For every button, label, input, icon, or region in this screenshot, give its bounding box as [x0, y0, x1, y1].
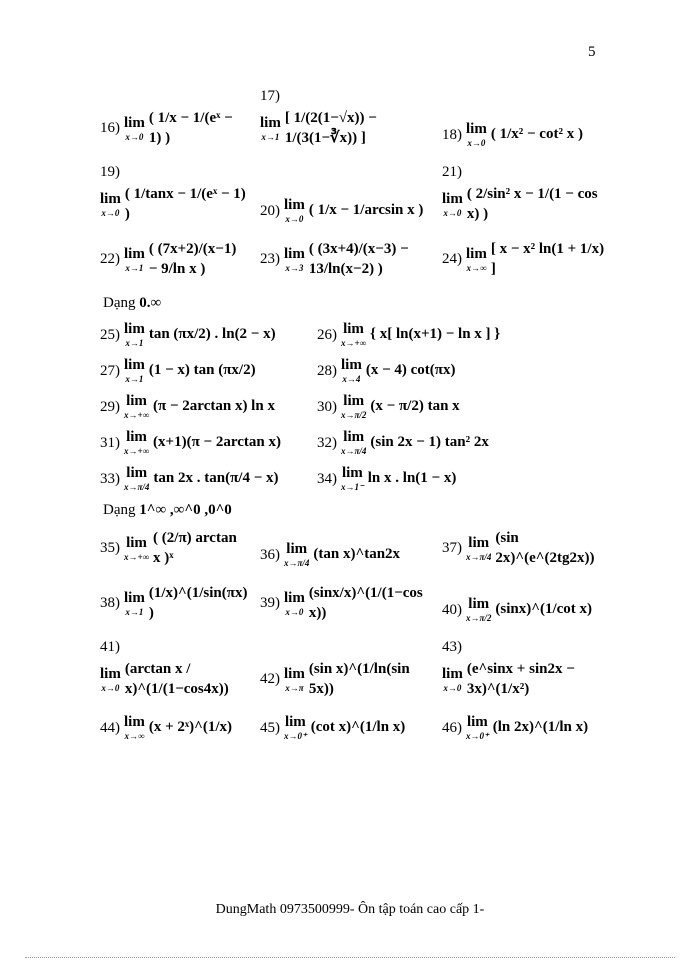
limit-subscript: x→0⁺: [284, 731, 307, 741]
lim-label: lim: [100, 665, 121, 682]
lim-label: lim: [124, 114, 145, 131]
problem-row: [100, 88, 605, 148]
problem-number: 17): [260, 88, 280, 104]
problem-row: [100, 322, 605, 348]
limit-operator: [100, 192, 121, 218]
problem-number: 24): [442, 251, 462, 267]
limit-problem: [442, 122, 605, 148]
limit-problem: [100, 430, 305, 456]
limit-problem: [100, 639, 248, 699]
lim-label: lim: [284, 714, 306, 730]
limit-problem: [100, 715, 248, 741]
limit-problem: [317, 358, 605, 384]
limit-problem: [442, 597, 605, 623]
limit-operator: [466, 536, 491, 562]
limit-expression: ( (2/π) arctan x )ˣ: [153, 530, 237, 566]
limit-subscript: x→1⁻: [341, 482, 364, 492]
limit-subscript: x→1: [125, 606, 144, 617]
limit-operator: [124, 322, 145, 348]
limit-operator: [260, 116, 281, 142]
limit-expression: (tan x)^tan2x: [313, 546, 401, 563]
limit-subscript: x→π/4: [466, 551, 492, 562]
limit-subscript: x→+∞: [124, 410, 150, 420]
limit-formula: [100, 109, 248, 148]
problem-number: 45): [260, 719, 280, 736]
limit-operator: [124, 247, 145, 273]
limit-operator: [124, 358, 145, 384]
lim-label: lim: [343, 393, 365, 409]
limit-expression: ( (3x+4)/(x−3) − 13/ln(x−2) ): [308, 241, 409, 277]
limit-formula: [442, 122, 605, 148]
limit-subscript: x→1: [125, 374, 144, 384]
limit-problem: [260, 715, 430, 741]
limit-problem: [260, 542, 430, 568]
limit-subscript: x→0: [443, 682, 462, 693]
limit-expression: (x+1)(π − 2arctan x): [153, 434, 281, 451]
lim-label: lim: [466, 714, 488, 730]
problem-number: 31): [100, 434, 120, 451]
limit-expression: ( 1/tanx − 1/(eˣ − 1) ): [124, 186, 246, 222]
limit-subscript: x→0: [285, 606, 304, 617]
limit-problem: [100, 164, 248, 224]
section-heading: [103, 502, 605, 519]
limit-expression: (sin 2x)^(e^(2tg2x)): [495, 530, 595, 566]
problem-number: 28): [317, 362, 337, 379]
limit-problem: [100, 529, 248, 568]
limit-expression: (ln 2x)^(1/ln x): [492, 719, 589, 736]
page-border-dotted: [25, 957, 675, 958]
problem-number: 33): [100, 470, 120, 487]
limit-subscript: x→π/2: [341, 410, 367, 420]
limit-operator: [341, 466, 364, 492]
lim-label: lim: [284, 245, 305, 262]
limit-subscript: x→0: [443, 207, 462, 218]
limit-operator: [284, 247, 305, 273]
limit-expression: [ x − x² ln(1 + 1/x) ]: [490, 241, 605, 277]
limit-expression: (1/x)^(1/sin(πx)): [148, 585, 248, 621]
lim-label: lim: [442, 665, 463, 682]
limit-expression: ( (7x+2)/(x−1) − 9/ln x ): [148, 241, 237, 277]
limit-problem: [442, 240, 605, 279]
limit-subscript: x→π/2: [466, 613, 492, 623]
limit-operator: [341, 430, 366, 456]
limit-subscript: x→+∞: [124, 551, 150, 562]
limit-formula: [100, 529, 248, 568]
limit-subscript: x→0: [101, 207, 120, 218]
limit-formula: [100, 715, 248, 741]
problem-number: 34): [317, 470, 337, 487]
lim-label: lim: [442, 190, 463, 207]
limit-formula: [442, 715, 605, 741]
page-footer: DungMath 0973500999- Ôn tập toán cao cấp 1-: [215, 902, 485, 917]
lim-label: lim: [468, 534, 490, 551]
lim-label: lim: [284, 589, 305, 606]
lim-label: lim: [466, 245, 487, 262]
problem-number: 35): [100, 540, 120, 556]
limit-formula: [260, 542, 430, 568]
lim-label: lim: [100, 190, 121, 207]
problem-number: 22): [100, 251, 120, 267]
problem-row: [100, 584, 605, 623]
lim-label: lim: [343, 429, 365, 445]
limit-operator: [284, 542, 309, 568]
limit-operator: [124, 591, 145, 617]
limit-expression: [ 1/(2(1−√x)) − 1/(3(1−∛x)) ]: [284, 110, 377, 146]
limit-expression: ln x . ln(1 − x): [367, 470, 457, 487]
problem-number: 29): [100, 398, 120, 415]
lim-label: lim: [124, 357, 145, 373]
limit-operator: [466, 247, 487, 273]
problem-number: 41): [100, 639, 120, 655]
limit-formula: [260, 109, 430, 148]
lim-label: lim: [260, 114, 281, 131]
limit-problem: [260, 584, 430, 623]
limit-expression: (sinx)^(1/cot x): [495, 601, 593, 618]
limit-expression: (sin 2x − 1) tan² 2x: [370, 434, 489, 451]
problem-row: [100, 529, 605, 568]
problem-number: 19): [100, 164, 120, 180]
limit-formula: [442, 529, 605, 568]
limit-subscript: x→0⁺: [466, 731, 489, 741]
limit-operator: [124, 536, 149, 562]
section-form: 1^∞ ,∞^0 ,0^0: [139, 502, 232, 518]
limit-operator: [466, 597, 491, 623]
limit-expression: (sinx/x)^(1/(1−cosx)): [308, 585, 423, 621]
limit-formula: [317, 322, 605, 348]
lim-label: lim: [343, 321, 364, 337]
problem-row: [100, 466, 605, 492]
limit-subscript: x→3: [285, 262, 304, 273]
problem-number: 26): [317, 326, 337, 343]
limit-formula: [442, 597, 605, 623]
limit-expression: tan (πx/2) . ln(2 − x): [148, 326, 276, 343]
problem-number: 39): [260, 595, 280, 611]
limit-operator: [124, 394, 149, 420]
lim-label: lim: [468, 596, 490, 612]
limit-problem: [260, 198, 430, 224]
limit-operator: [466, 715, 489, 741]
limit-formula: [442, 185, 605, 224]
limit-subscript: x→0: [125, 131, 144, 142]
problem-number: 42): [260, 671, 280, 687]
problem-row: [100, 358, 605, 384]
limit-operator: [124, 116, 145, 142]
limit-problem: [442, 715, 605, 741]
limit-formula: [260, 660, 430, 699]
limit-operator: [284, 591, 305, 617]
limit-formula: [317, 466, 605, 492]
limit-operator: [124, 715, 145, 741]
lim-label: lim: [284, 197, 305, 213]
limit-expression: (sin x)^(1/ln(sin 5x)): [308, 661, 410, 697]
problem-number: 37): [442, 540, 462, 556]
limit-expression: (arctan x / x)^(1/(1−cos4x)): [124, 661, 229, 697]
limit-problem: [100, 394, 305, 420]
problem-row: [100, 240, 605, 279]
limit-expression: (x + 2ˣ)^(1/x): [148, 719, 233, 736]
problem-number: 30): [317, 398, 337, 415]
limit-subscript: x→1: [261, 131, 280, 142]
limit-operator: [466, 122, 487, 148]
limit-problem: [100, 240, 248, 279]
limit-expression: ( 1/x − 1/(eˣ − 1) ): [148, 110, 233, 146]
lim-label: lim: [126, 393, 147, 409]
problem-row: [100, 639, 605, 699]
problem-number: 32): [317, 434, 337, 451]
limit-operator: [284, 667, 305, 693]
problem-row: [100, 394, 605, 420]
limit-formula: [442, 240, 605, 279]
limit-subscript: x→π/4: [284, 558, 310, 568]
limit-subscript: x→4: [342, 374, 361, 384]
limit-operator: [341, 358, 362, 384]
limit-formula: [100, 660, 248, 699]
page-number: 5: [588, 44, 596, 60]
lim-label: lim: [124, 714, 145, 730]
limit-subscript: x→0: [285, 214, 304, 224]
limit-problem: [100, 109, 248, 148]
limit-formula: [260, 715, 430, 741]
limit-problem: [442, 164, 605, 224]
limit-expression: { x[ ln(x+1) − ln x ] }: [370, 326, 501, 343]
limit-formula: [100, 358, 305, 384]
problem-number: 16): [100, 120, 120, 136]
problem-list: [100, 88, 605, 757]
problem-row: [100, 715, 605, 741]
limit-formula: [100, 430, 305, 456]
problem-number: 46): [442, 719, 462, 736]
limit-formula: [317, 358, 605, 384]
limit-problem: [260, 240, 430, 279]
limit-expression: (x − π/2) tan x: [370, 398, 460, 415]
limit-subscript: x→1: [125, 262, 144, 273]
limit-problem: [442, 639, 605, 699]
limit-expression: tan 2x . tan(π/4 − x): [153, 470, 279, 487]
limit-operator: [284, 198, 305, 224]
limit-formula: [442, 660, 605, 699]
limit-problem: [100, 322, 305, 348]
lim-label: lim: [126, 465, 148, 481]
problem-number: 38): [100, 595, 120, 611]
section-heading-label: Dạng: [103, 502, 136, 518]
limit-operator: [442, 667, 463, 693]
limit-subscript: x→∞: [466, 262, 487, 273]
limit-problem: [100, 466, 305, 492]
problem-number: 27): [100, 362, 120, 379]
problem-row: [100, 430, 605, 456]
limit-formula: [100, 240, 248, 279]
lim-label: lim: [341, 357, 362, 373]
limit-formula: [100, 322, 305, 348]
lim-label: lim: [126, 534, 147, 551]
limit-operator: [442, 192, 463, 218]
limit-expression: (x − 4) cot(πx): [365, 362, 456, 379]
limit-operator: [124, 430, 149, 456]
limit-problem: [317, 466, 605, 492]
limit-subscript: x→+∞: [124, 446, 150, 456]
problem-number: 43): [442, 639, 462, 655]
limit-subscript: x→1: [125, 338, 144, 348]
limit-formula: [260, 198, 430, 224]
lim-label: lim: [124, 321, 145, 337]
limit-operator: [341, 322, 366, 348]
limit-formula: [317, 394, 605, 420]
limit-problem: [317, 430, 605, 456]
limit-subscript: x→0: [101, 682, 120, 693]
limit-operator: [341, 394, 366, 420]
problem-number: 21): [442, 164, 462, 180]
lim-label: lim: [466, 121, 487, 137]
limit-expression: ( 2/sin² x − 1/(1 − cos x) ): [466, 186, 598, 222]
problem-number: 20): [260, 202, 280, 219]
limit-expression: (1 − x) tan (πx/2): [148, 362, 256, 379]
section-form: 0.∞: [139, 295, 162, 311]
limit-problem: [317, 394, 605, 420]
limit-problem: [442, 529, 605, 568]
problem-number: 18): [442, 126, 462, 143]
limit-operator: [100, 667, 121, 693]
lim-label: lim: [341, 465, 363, 481]
problem-number: 23): [260, 251, 280, 267]
limit-expression: (π − 2arctan x) ln x: [153, 398, 275, 415]
limit-expression: (e^sinx + sin2x − 3x)^(1/x²): [466, 661, 575, 697]
limit-subscript: x→0: [467, 138, 486, 148]
limit-formula: [317, 430, 605, 456]
lim-label: lim: [124, 245, 145, 262]
limit-subscript: x→+∞: [341, 338, 367, 348]
limit-problem: [100, 584, 248, 623]
problem-row: [100, 164, 605, 224]
limit-operator: [124, 466, 149, 492]
limit-expression: (cot x)^(1/ln x): [310, 719, 406, 736]
limit-expression: ( 1/x − 1/arcsin x ): [308, 202, 424, 219]
problem-number: 25): [100, 326, 120, 343]
limit-formula: [100, 394, 305, 420]
limit-subscript: x→∞: [124, 731, 145, 741]
limit-formula: [100, 185, 248, 224]
limit-subscript: x→π/4: [341, 446, 367, 456]
limit-subscript: x→π/4: [124, 482, 150, 492]
section-heading: [103, 295, 605, 312]
limit-formula: [100, 584, 248, 623]
problem-number: 36): [260, 546, 280, 563]
limit-formula: [100, 466, 305, 492]
lim-label: lim: [124, 589, 145, 606]
lim-label: lim: [286, 541, 308, 557]
problem-number: 44): [100, 719, 120, 736]
limit-formula: [260, 240, 430, 279]
limit-subscript: x→π: [285, 682, 304, 693]
limit-formula: [260, 584, 430, 623]
lim-label: lim: [284, 665, 305, 682]
limit-expression: ( 1/x² − cot² x ): [490, 126, 583, 143]
limit-problem: [260, 660, 430, 699]
limit-problem: [100, 358, 305, 384]
lim-label: lim: [126, 429, 147, 445]
section-heading-label: Dạng: [103, 295, 136, 311]
problem-number: 40): [442, 601, 462, 618]
limit-problem: [317, 322, 605, 348]
limit-operator: [284, 715, 307, 741]
limit-problem: [260, 88, 430, 148]
